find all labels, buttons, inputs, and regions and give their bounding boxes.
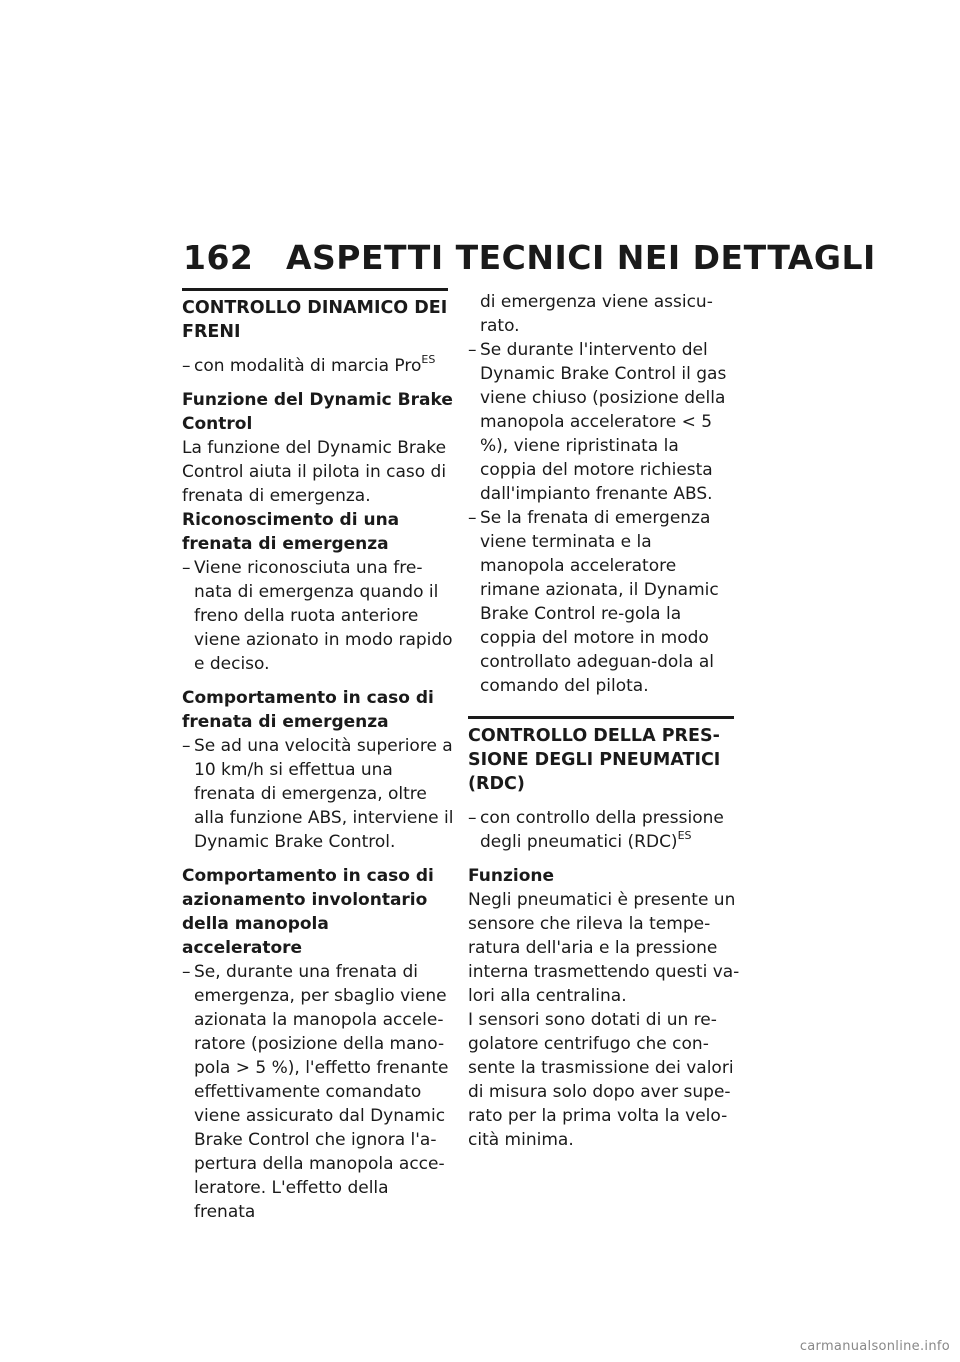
page-header [183,238,876,277]
availability-item: – con modalità di marcia Pro$^{ES}$ [182,353,436,376]
list-item: – Viene riconosciuta una fre-nata di emergenza quando il freno della ruota anteriore viene azionato in modo rapido e deciso. [182,558,453,674]
heading-riconoscimento: Riconoscimento di una frenata di emergenza [182,510,400,554]
watermark: carmanualsonline.info [799,1339,950,1354]
section-rule [468,716,734,719]
availability-text: con modalità di marcia Pro [194,356,422,376]
left-column [182,288,454,1224]
availability-text: con controllo della pressione degli pneumatici (RDC) [480,808,724,852]
list-item: – Se, durante una frenata di emergenza, per sbaglio viene azionata la manopola accele-ratore (posizione della mano-pola > 5 %), l'effetto frenante effettivamente comandato viene assicurato dal Dynamic Brake Control che ignora l'a-pertura della manopola acce-leratore. L'effetto della frenata [182,962,449,1222]
section-title-dbc: CONTROLLO DINAMICO DEI FRENI [182,298,448,342]
list-item: – Se la frenata di emergenza viene terminata e la manopola acceleratore rimane azionata, il Dynamic Brake Control re-gola la coppia del motore in modo controllato adeguan-dola al comando del pilota. [468,508,719,696]
heading-funzione-dbc: Funzione del Dynamic Brake Control [182,390,453,434]
availability-item: – con controllo della pressione degli pneumatici (RDC)$^{ES}$ [468,808,724,852]
heading-comportamento-frenata: Comportamento in caso di frenata di emergenza [182,688,434,732]
page-number: 162 [183,238,254,277]
section-rule [182,288,448,291]
list-item: – Se ad una velocità superiore a 10 km/h si effettua una frenata di emergenza, oltre alla funzione ABS, interviene il Dynamic Brake Control. [182,736,454,852]
chapter-title: ASPETTI TECNICI NEI DETTAGLI [286,238,876,277]
list-item: – Se durante l'intervento del Dynamic Brake Control il gas viene chiuso (posizione della manopola acceleratore < 5 %), viene ripristinata la coppia del motore richiesta dall'impianto frenante ABS. [468,340,727,504]
paragraph-funzione-dbc: La funzione del Dynamic Brake Control aiuta il pilota in caso di frenata di emergenza. [182,438,447,506]
section-title-rdc: CONTROLLO DELLA PRES-SIONE DEGLI PNEUMATICI (RDC) [468,726,721,794]
heading-funzione-rdc: Funzione [468,866,555,886]
availability-sup: ES [421,353,436,366]
availability-sup: ES [677,829,692,842]
list-item-continuation: di emergenza viene assicu-rato. [480,292,713,336]
paragraph-funzione-rdc-2: I sensori sono dotati di un re-golatore centrifugo che con-sente la trasmissione dei valori di misura solo dopo aver supe-rato per la prima volta la velo-cità minima. [468,1010,734,1150]
right-column [468,290,740,1152]
heading-comportamento-acceleratore: Comportamento in caso di azionamento involontario della manopola acceleratore [182,866,434,958]
paragraph-funzione-rdc-1: Negli pneumatici è presente un sensore che rileva la tempe-ratura dell'aria e la pressione interna trasmettendo questi va-lori alla centralina. [468,890,740,1006]
